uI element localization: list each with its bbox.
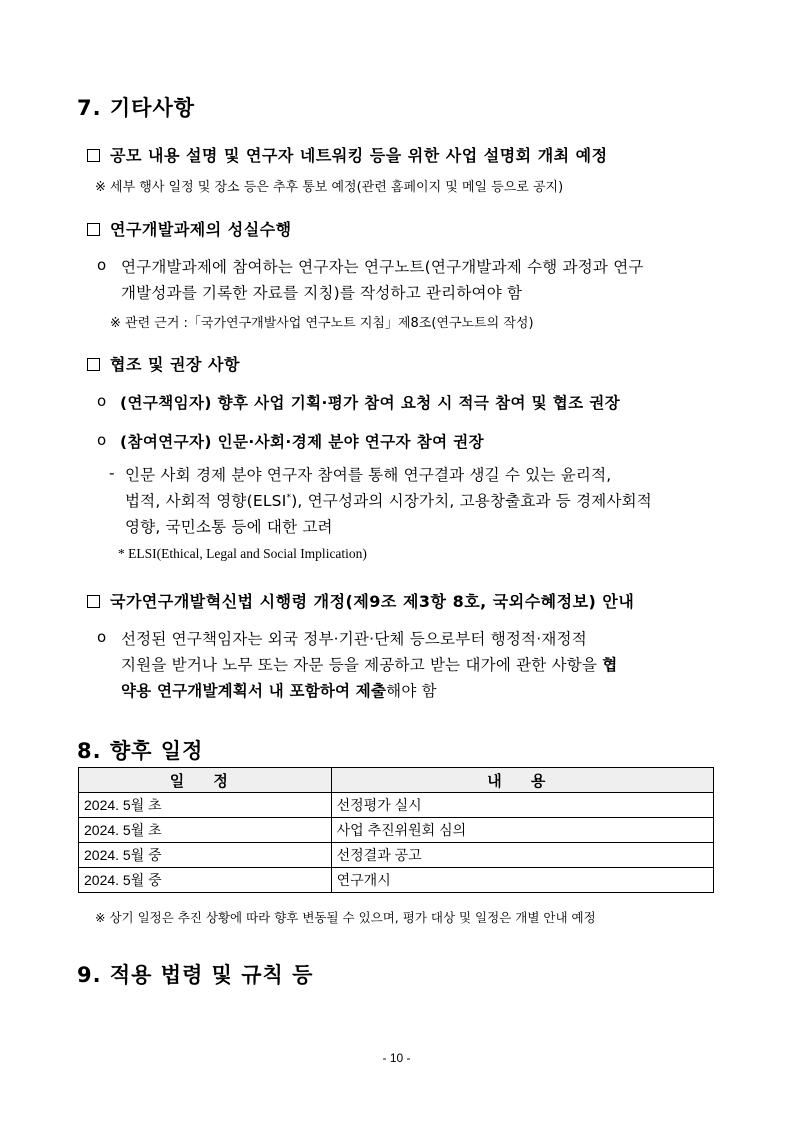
item-cooperation	[87, 352, 240, 375]
item-decree-revision	[87, 589, 634, 612]
research-note-line2: 개발성과를 기록한 자료를 지칭)를 작성하고 관리하여야 함	[121, 284, 523, 302]
item-cooperation-heading: 협조 및 권장 사항	[110, 355, 240, 374]
elsi-line1: 인문 사회 경제 분야 연구자 참여를 통해 연구결과 생길 수 있는 윤리적,	[125, 466, 612, 484]
column-header-content: 내 용	[331, 768, 713, 793]
research-note-basis: ※ 관련 근거 :「국가연구개발사업 연구노트 지침」제8조(연구노트의 작성)	[110, 316, 534, 331]
table-row	[79, 868, 714, 893]
table-cell-content: 연구개시	[331, 868, 713, 893]
table-row	[79, 793, 714, 818]
column-header-date: 일 정	[79, 768, 332, 793]
item-faithful-execution	[87, 217, 292, 240]
participant-recommendation: (참여연구자) 인문·사회·경제 분야 연구자 참여 권장	[120, 433, 484, 451]
checkbox-square-icon	[87, 223, 100, 236]
schedule-note: ※ 상기 일정은 추진 상황에 따라 향후 변동될 수 있으며, 평가 대상 및 일정은 개별 안내 예정	[95, 910, 596, 925]
table-cell-date: 2024. 5월 초	[79, 818, 332, 843]
table-cell-date: 2024. 5월 중	[79, 868, 332, 893]
section-7-title: 7. 기타사항	[77, 96, 196, 120]
item-faithful-heading: 연구개발과제의 성실수행	[110, 220, 292, 239]
table-row	[79, 843, 714, 868]
item-decree-heading: 국가연구개발혁신법 시행령 개정(제9조 제3항 8호, 국외수혜정보) 안내	[110, 592, 635, 611]
table-cell-content: 선정결과 공고	[331, 843, 713, 868]
pi-recommendation: (연구책임자) 향후 사업 기획·평가 참여 요청 시 적극 참여 및 협조 권장	[120, 394, 621, 412]
table-row	[79, 818, 714, 843]
decree-line1: 선정된 연구책임자는 외국 정부·기관·단체 등으로부터 행정적·재정적	[121, 630, 587, 648]
decree-line3	[121, 679, 437, 701]
decree-line2-text: 지원을 받거나 노무 또는 자문 등을 제공하고 받는 대가에 관한 사항을	[121, 656, 603, 674]
elsi-line2-part1: 법적, 사회적 영향(ELSI	[125, 492, 287, 510]
bullet-marker: o	[97, 256, 107, 274]
bullet-marker: o	[97, 628, 107, 646]
elsi-line3: 영향, 국민소통 등에 대한 고려	[125, 518, 333, 536]
section-8-title: 8. 향후 일정	[77, 739, 204, 763]
checkbox-square-icon	[87, 595, 100, 608]
table-cell-date: 2024. 5월 중	[79, 843, 332, 868]
table-cell-content: 선정평가 실시	[331, 793, 713, 818]
briefing-note: ※ 세부 행사 일정 및 장소 등은 추후 통보 예정(관련 홈페이지 및 메일 등으로 공지)	[95, 180, 564, 195]
elsi-footnote: * ELSI(Ethical, Legal and Social Implication)	[118, 546, 367, 561]
research-note-line1: 연구개발과제에 참여하는 연구자는 연구노트(연구개발과제 수행 과정과 연구	[121, 258, 644, 276]
table-cell-date: 2024. 5월 초	[79, 793, 332, 818]
bullet-marker: o	[97, 392, 107, 410]
elsi-line2-part2: ), 연구성과의 시장가치, 고용창출효과 등 경제사회적	[291, 492, 652, 510]
page-number: - 10 -	[382, 1051, 411, 1065]
table-header-row	[79, 768, 714, 793]
decree-line3-text: 해야 함	[386, 682, 437, 700]
decree-line3-bold: 약용 연구개발계획서 내 포함하여 제출	[121, 682, 387, 700]
bullet-marker: o	[97, 431, 107, 449]
section-9-title: 9. 적용 법령 및 규칙 등	[77, 963, 314, 987]
elsi-footnote-marker: *	[286, 492, 292, 503]
decree-line2	[121, 653, 617, 675]
schedule-table	[78, 767, 714, 893]
item-briefing-session	[87, 143, 608, 166]
decree-line2-bold: 협	[602, 656, 618, 674]
table-cell-content: 사업 추진위원회 심의	[331, 818, 713, 843]
checkbox-square-icon	[87, 149, 100, 162]
elsi-line2	[125, 489, 652, 511]
checkbox-square-icon	[87, 358, 100, 371]
item-briefing-heading: 공모 내용 설명 및 연구자 네트워킹 등을 위한 사업 설명회 개최 예정	[110, 146, 608, 165]
dash-marker: -	[109, 464, 115, 482]
